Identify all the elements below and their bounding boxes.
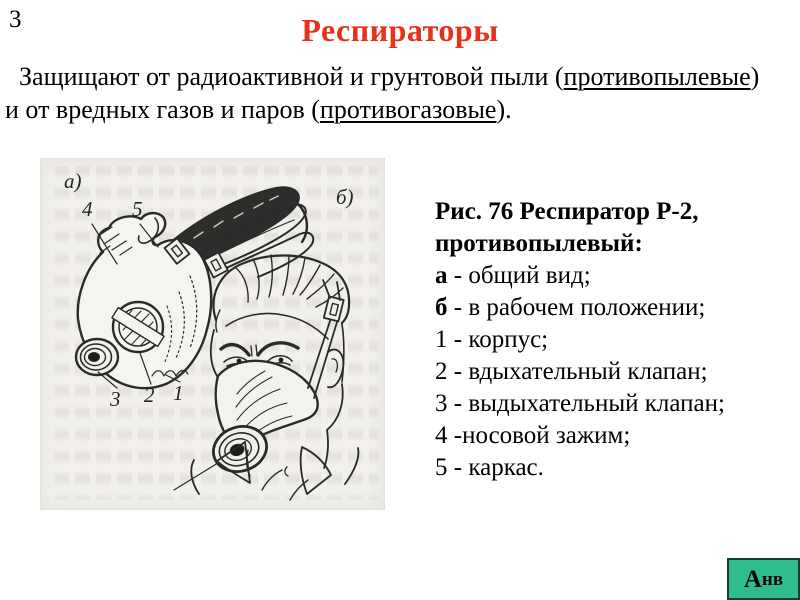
author-badge: [727, 558, 800, 600]
figure-caption: [435, 196, 725, 484]
figure-label-4: 4: [82, 197, 93, 221]
paragraph-line-2: и от вредных газов и паров (противогазовые).: [5, 95, 512, 124]
caption-line: Рис. 76 Респиратор Р-2,: [435, 198, 699, 225]
man-head-wearing-respirator: [191, 255, 358, 500]
intro-paragraph: [5, 60, 797, 126]
caption-line: противопылевый:: [435, 230, 643, 257]
caption-line: 5 - каркас.: [435, 454, 544, 481]
figure-label-a: а): [64, 169, 82, 193]
caption-line: 1 - корпус;: [435, 326, 549, 353]
exhale-valve-drawing: [76, 339, 118, 375]
slide-title: Респираторы: [301, 12, 499, 48]
figure-label-1: 1: [173, 381, 184, 405]
figure-label-b: б): [336, 185, 354, 209]
figure-label-5: 5: [132, 197, 143, 221]
figure-label-3: 3: [110, 387, 121, 411]
badge-initial: А: [743, 565, 762, 593]
caption-line: 3 - выдыхательный клапан;: [435, 390, 725, 417]
underlined-term-gas: противогазовые: [319, 95, 497, 124]
underlined-term-dust: противопылевые: [563, 62, 751, 91]
slide-number: 3: [9, 6, 22, 33]
caption-line: 4 -носовой зажим;: [435, 422, 631, 449]
badge-rest: нв: [761, 568, 784, 590]
paragraph-line-1: Защищают от радиоактивной и грунтовой пыли (противопылевые): [19, 62, 760, 91]
caption-line: а - общий вид;: [435, 262, 591, 289]
inhale-valve-drawing: [112, 302, 164, 352]
figure-label-2: 2: [144, 383, 155, 407]
caption-line: 2 - вдыхательный клапан;: [435, 358, 708, 385]
caption-line: б - в рабочем положении;: [435, 294, 706, 321]
figure-panel: [40, 158, 385, 510]
